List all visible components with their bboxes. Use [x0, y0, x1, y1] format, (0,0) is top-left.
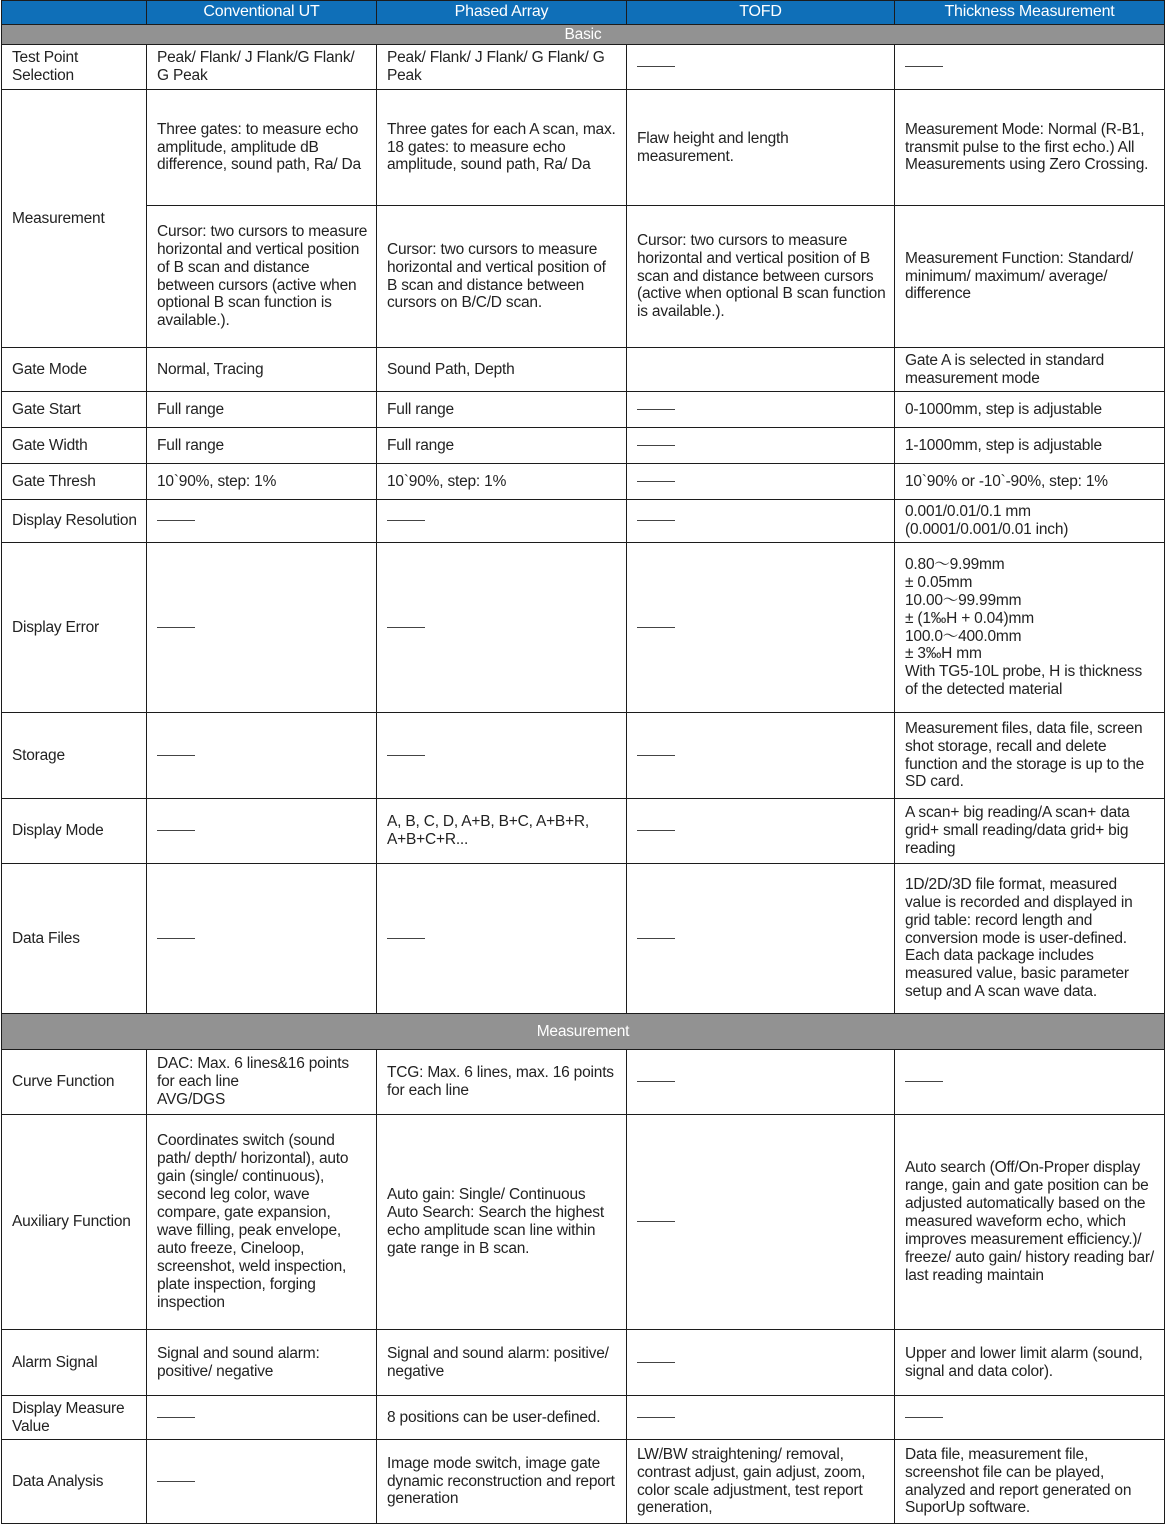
cell-display-resolution-tm: 0.001/0.01/0.1 mm (0.0001/0.001/0.01 inch) — [895, 500, 1165, 543]
cell-display-mode-pa: A, B, C, D, A+B, B+C, A+B+R, A+B+C+R... — [377, 799, 627, 864]
cell-curve-function-tm — [895, 1050, 1165, 1115]
cell-test-point-pa: Peak/ Flank/ J Flank/ G Flank/ G Peak — [377, 45, 627, 90]
cell-data-files-pa — [377, 864, 627, 1014]
cell-alarm-signal-pa: Signal and sound alarm: positive/ negative — [377, 1330, 627, 1396]
table-row — [2, 799, 1165, 864]
row-label-curve-function: Curve Function — [2, 1050, 147, 1115]
spec-table — [1, 0, 1165, 1524]
cell-gate-width-pa: Full range — [377, 428, 627, 464]
row-label-data-analysis: Data Analysis — [2, 1440, 147, 1524]
cell-gate-thresh-ut: 10`90%, step: 1% — [147, 464, 377, 500]
cell-gate-mode-tofd — [627, 348, 895, 392]
header-blank — [2, 1, 147, 25]
cell-gate-start-tm: 0-1000mm, step is adjustable — [895, 392, 1165, 428]
dash-placeholder — [157, 830, 195, 831]
section-measurement — [2, 1014, 1165, 1050]
cell-display-error-tm: 0.80～9.99mm ± 0.05mm 10.00～99.99mm ± (1‰H + 0.04)mm 100.0～400.0mm ± 3‰H mm With TG5-10L probe, H is thickness of the detected material — [895, 543, 1165, 713]
cell-storage-pa — [377, 713, 627, 799]
header-thickness-measurement: Thickness Measurement — [895, 1, 1165, 25]
row-label-gate-width: Gate Width — [2, 428, 147, 464]
table-row — [2, 392, 1165, 428]
header-phased-array: Phased Array — [377, 1, 627, 25]
table-row — [2, 1115, 1165, 1330]
dash-placeholder — [157, 1481, 195, 1482]
cell-data-files-tofd — [627, 864, 895, 1014]
dash-placeholder — [157, 938, 195, 939]
table-row — [2, 864, 1165, 1014]
table-row — [2, 543, 1165, 713]
table-row — [2, 45, 1165, 90]
cell-alarm-signal-tofd — [627, 1330, 895, 1396]
table-row — [2, 713, 1165, 799]
cell-auxiliary-function-pa: Auto gain: Single/ Continuous Auto Search: Search the highest echo amplitude scan line within gate range in B scan. — [377, 1115, 627, 1330]
row-label-gate-start: Gate Start — [2, 392, 147, 428]
cell-gate-mode-tm: Gate A is selected in standard measurement mode — [895, 348, 1165, 392]
cell-gate-width-ut: Full range — [147, 428, 377, 464]
dash-placeholder — [387, 755, 425, 756]
dash-placeholder — [637, 1417, 675, 1418]
dash-placeholder — [637, 481, 675, 482]
cell-gate-width-tm: 1-1000mm, step is adjustable — [895, 428, 1165, 464]
row-label-data-files: Data Files — [2, 864, 147, 1014]
dash-placeholder — [157, 1417, 195, 1418]
cell-auxiliary-function-ut: Coordinates switch (sound path/ depth/ horizontal), auto gain (single/ continuous), second leg color, wave compare, gate expansion, wave filling, peak envelope, auto freeze, Cineloop, screenshot, weld inspection, plate inspection, forging inspection — [147, 1115, 377, 1330]
cell-measurement-cursor-ut: Cursor: two cursors to measure horizontal and vertical position of B scan and distance between cursors (active when optional B scan function is available.). — [147, 206, 377, 348]
cell-gate-mode-pa: Sound Path, Depth — [377, 348, 627, 392]
cell-measurement-cursor-tm: Measurement Function: Standard/ minimum/ maximum/ average/ difference — [895, 206, 1165, 348]
dash-placeholder — [387, 938, 425, 939]
cell-data-analysis-pa: Image mode switch, image gate dynamic reconstruction and report generation — [377, 1440, 627, 1524]
dash-placeholder — [637, 66, 675, 67]
dash-placeholder — [637, 938, 675, 939]
cell-data-analysis-tm: Data file, measurement file, screenshot file can be played, analyzed and report generated on SuporUp software. — [895, 1440, 1165, 1524]
cell-storage-tofd — [627, 713, 895, 799]
dash-placeholder — [637, 445, 675, 446]
cell-curve-function-tofd — [627, 1050, 895, 1115]
cell-alarm-signal-tm: Upper and lower limit alarm (sound, signal and data color). — [895, 1330, 1165, 1396]
row-label-gate-thresh: Gate Thresh — [2, 464, 147, 500]
cell-test-point-tm — [895, 45, 1165, 90]
table-header — [2, 1, 1165, 25]
cell-gate-mode-ut: Normal, Tracing — [147, 348, 377, 392]
cell-display-measure-value-tm — [895, 1396, 1165, 1440]
table-row — [2, 464, 1165, 500]
dash-placeholder — [637, 1221, 675, 1222]
cell-measurement-gates-ut: Three gates: to measure echo amplitude, amplitude dB difference, sound path, Ra/ Da — [147, 90, 377, 206]
dash-placeholder — [157, 520, 195, 521]
cell-test-point-tofd — [627, 45, 895, 90]
cell-display-resolution-ut — [147, 500, 377, 543]
row-label-gate-mode: Gate Mode — [2, 348, 147, 392]
cell-gate-thresh-pa: 10`90%, step: 1% — [377, 464, 627, 500]
table-row — [2, 348, 1165, 392]
cell-storage-tm: Measurement files, data file, screen shot storage, recall and delete function and the storage is up to the SD card. — [895, 713, 1165, 799]
dash-placeholder — [905, 1417, 943, 1418]
row-label-display-measure-value: Display Measure Value — [2, 1396, 147, 1440]
cell-measurement-gates-pa: Three gates for each A scan, max. 18 gates: to measure echo amplitude, sound path, Ra/ Da — [377, 90, 627, 206]
cell-gate-width-tofd — [627, 428, 895, 464]
cell-display-error-ut — [147, 543, 377, 713]
dash-placeholder — [637, 1362, 675, 1363]
header-tofd: TOFD — [627, 1, 895, 25]
section-basic-label: Basic — [2, 25, 1165, 45]
section-basic — [2, 25, 1165, 45]
table-row — [2, 90, 1165, 206]
table-row — [2, 1050, 1165, 1115]
cell-display-error-pa — [377, 543, 627, 713]
section-measurement-label: Measurement — [2, 1014, 1165, 1050]
cell-display-resolution-tofd — [627, 500, 895, 543]
cell-curve-function-pa: TCG: Max. 6 lines, max. 16 points for each line — [377, 1050, 627, 1115]
dash-placeholder — [637, 755, 675, 756]
row-label-storage: Storage — [2, 713, 147, 799]
dash-placeholder — [637, 627, 675, 628]
cell-measurement-gates-tofd: Flaw height and length measurement. — [627, 90, 895, 206]
cell-display-error-tofd — [627, 543, 895, 713]
table-row — [2, 500, 1165, 543]
cell-auxiliary-function-tofd — [627, 1115, 895, 1330]
table-row — [2, 1396, 1165, 1440]
cell-data-analysis-ut — [147, 1440, 377, 1524]
dash-placeholder — [157, 627, 195, 628]
cell-gate-start-tofd — [627, 392, 895, 428]
cell-display-resolution-pa — [377, 500, 627, 543]
row-label-auxiliary-function: Auxiliary Function — [2, 1115, 147, 1330]
header-conventional-ut: Conventional UT — [147, 1, 377, 25]
dash-placeholder — [905, 1081, 943, 1082]
cell-measurement-cursor-tofd: Cursor: two cursors to measure horizontal and vertical position of B scan and distance between cursors (active when optional B scan function is available.). — [627, 206, 895, 348]
cell-measurement-cursor-pa: Cursor: two cursors to measure horizontal and vertical position of B scan and distance between cursors on B/C/D scan. — [377, 206, 627, 348]
cell-display-measure-value-ut — [147, 1396, 377, 1440]
cell-gate-start-ut: Full range — [147, 392, 377, 428]
row-label-display-mode: Display Mode — [2, 799, 147, 864]
cell-display-mode-ut — [147, 799, 377, 864]
dash-placeholder — [637, 1081, 675, 1082]
cell-alarm-signal-ut: Signal and sound alarm: positive/ negative — [147, 1330, 377, 1396]
cell-data-files-tm: 1D/2D/3D file format, measured value is recorded and displayed in grid table: record length and conversion mode is user-defined. Each data package includes measured value, basic parameter setup and A scan wave data. — [895, 864, 1165, 1014]
cell-measurement-gates-tm: Measurement Mode: Normal (R-B1, transmit pulse to the first echo.) All Measurements using Zero Crossing. — [895, 90, 1165, 206]
dash-placeholder — [387, 520, 425, 521]
cell-storage-ut — [147, 713, 377, 799]
cell-curve-function-ut: DAC: Max. 6 lines&16 points for each line AVG/DGS — [147, 1050, 377, 1115]
row-label-alarm-signal: Alarm Signal — [2, 1330, 147, 1396]
row-label-display-resolution: Display Resolution — [2, 500, 147, 543]
cell-data-analysis-tofd: LW/BW straightening/ removal, contrast adjust, gain adjust, zoom, color scale adjustment, test report generation, — [627, 1440, 895, 1524]
dash-placeholder — [905, 66, 943, 67]
table-row — [2, 1330, 1165, 1396]
cell-data-files-ut — [147, 864, 377, 1014]
dash-placeholder — [157, 755, 195, 756]
cell-auxiliary-function-tm: Auto search (Off/On-Proper display range, gain and gate position can be adjusted automatically based on the measured waveform echo, which improves measurement efficiency.)/ freeze/ auto gain/ history reading bar/ last reading maintain — [895, 1115, 1165, 1330]
cell-display-measure-value-tofd — [627, 1396, 895, 1440]
cell-display-mode-tofd — [627, 799, 895, 864]
dash-placeholder — [637, 830, 675, 831]
table-row — [2, 1440, 1165, 1524]
cell-display-measure-value-pa: 8 positions can be user-defined. — [377, 1396, 627, 1440]
dash-placeholder — [637, 520, 675, 521]
dash-placeholder — [637, 409, 675, 410]
table-row — [2, 206, 1165, 348]
row-label-test-point: Test Point Selection — [2, 45, 147, 90]
cell-test-point-ut: Peak/ Flank/ J Flank/G Flank/ G Peak — [147, 45, 377, 90]
cell-gate-thresh-tofd — [627, 464, 895, 500]
table-row — [2, 428, 1165, 464]
cell-gate-thresh-tm: 10`90% or -10`-90%, step: 1% — [895, 464, 1165, 500]
row-label-display-error: Display Error — [2, 543, 147, 713]
cell-display-mode-tm: A scan+ big reading/A scan+ data grid+ small reading/data grid+ big reading — [895, 799, 1165, 864]
dash-placeholder — [387, 627, 425, 628]
row-label-measurement: Measurement — [2, 90, 147, 348]
cell-gate-start-pa: Full range — [377, 392, 627, 428]
